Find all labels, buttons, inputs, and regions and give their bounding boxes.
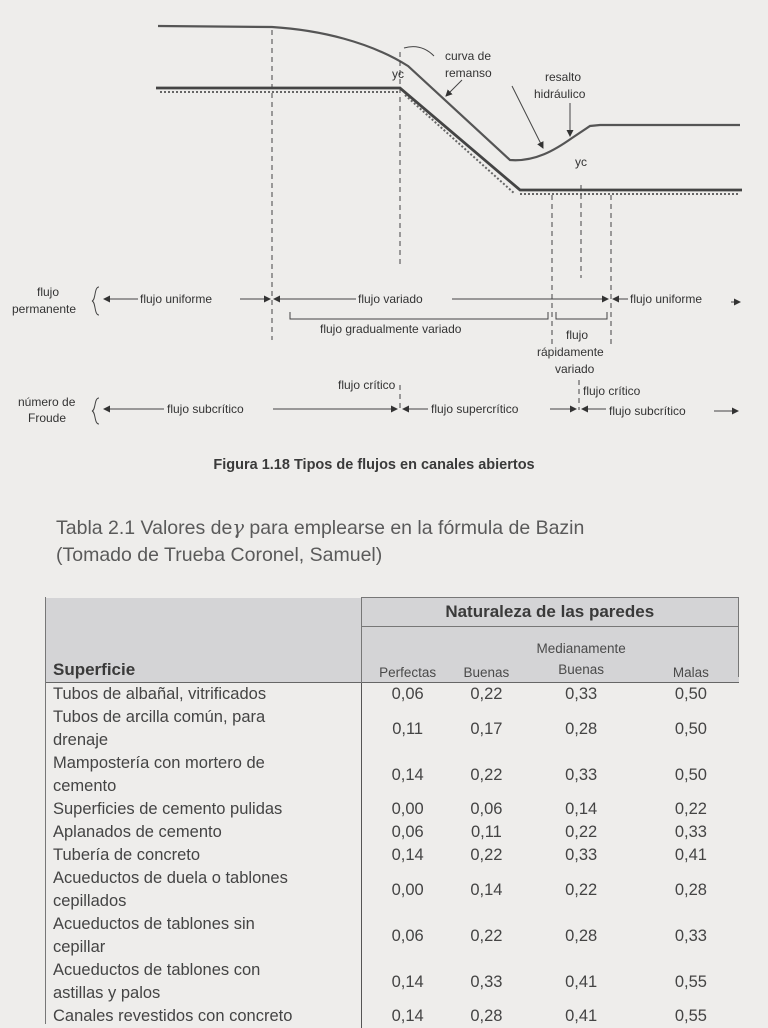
label-flujo-supercritico: flujo supercrítico xyxy=(431,402,519,416)
value-medianamente-buenas: 0,14 xyxy=(519,798,643,821)
value-malas: 0,22 xyxy=(643,798,738,821)
surface-line-2: astillas y palos xyxy=(53,984,160,1002)
label-flujo-uniforme-2: flujo uniforme xyxy=(630,292,702,306)
value-medianamente-buenas: 0,33 xyxy=(519,683,643,707)
surface-line-1: Tubos de arcilla común, para xyxy=(53,708,265,726)
table-subtitle: (Tomado de Trueba Coronel, Samuel) xyxy=(56,542,584,569)
header-superficie: Superficie xyxy=(45,627,361,683)
open-channel-flow-diagram xyxy=(0,0,768,480)
value-buenas: 0,22 xyxy=(454,844,519,867)
value-buenas: 0,06 xyxy=(454,798,519,821)
bed-hatching xyxy=(160,92,740,194)
figure-caption: Figura 1.18 Tipos de flujos en canales abiertos xyxy=(0,457,748,473)
value-malas: 0,50 xyxy=(643,706,738,752)
table-row xyxy=(45,867,739,913)
surface-line-1: Mampostería con mortero de xyxy=(53,754,265,772)
value-medianamente-buenas: 0,33 xyxy=(519,844,643,867)
row-surface xyxy=(45,913,361,959)
gamma-symbol: γ xyxy=(232,516,244,539)
row-surface xyxy=(45,1005,361,1028)
value-malas: 0,55 xyxy=(643,959,738,1005)
value-perfectas: 0,00 xyxy=(361,798,454,821)
value-malas: 0,55 xyxy=(643,1005,738,1028)
bracket-gradual xyxy=(290,312,548,319)
header-buenas-2: Buenas xyxy=(558,662,604,677)
header-blank xyxy=(45,598,361,627)
label-flujo-critico-2: flujo crítico xyxy=(583,384,641,398)
table-title-prefix: Tabla 2.1 Valores de xyxy=(56,517,232,539)
table-row xyxy=(45,752,739,798)
value-malas: 0,28 xyxy=(643,867,738,913)
header-medianamente-buenas xyxy=(519,627,643,683)
value-perfectas: 0,14 xyxy=(361,959,454,1005)
label-remanso: remanso xyxy=(445,66,492,80)
value-buenas: 0,28 xyxy=(454,1005,519,1028)
remanso-leader xyxy=(446,80,462,96)
label-permanente: permanente xyxy=(12,302,76,316)
curva-leader xyxy=(404,47,434,56)
surface-line-2: cemento xyxy=(53,777,116,795)
label-flujo-uniforme-1: flujo uniforme xyxy=(140,292,212,306)
table-row xyxy=(45,706,739,752)
header-buenas: Buenas xyxy=(454,627,519,683)
table-row xyxy=(45,683,739,707)
row-surface xyxy=(45,683,361,707)
surface-line-2: drenaje xyxy=(53,731,108,749)
surface-line-1: Aplanados de cemento xyxy=(53,823,222,841)
surface-line-1: Acueductos de tablones sin xyxy=(53,915,255,933)
row-surface xyxy=(45,752,361,798)
header-medianamente: Medianamente xyxy=(536,641,625,656)
value-perfectas: 0,06 xyxy=(361,913,454,959)
surface-line-1: Canales revestidos con concreto xyxy=(53,1007,292,1025)
value-perfectas: 0,14 xyxy=(361,844,454,867)
row-surface xyxy=(45,959,361,1005)
value-perfectas: 0,14 xyxy=(361,1005,454,1028)
row-surface xyxy=(45,798,361,821)
value-buenas: 0,11 xyxy=(454,821,519,844)
label-froude: Froude xyxy=(28,411,66,425)
value-perfectas: 0,06 xyxy=(361,683,454,707)
label-flujo-2: flujo xyxy=(566,328,588,342)
surface-line-1: Tubería de concreto xyxy=(53,846,200,864)
label-variado: variado xyxy=(555,362,595,376)
value-perfectas: 0,00 xyxy=(361,867,454,913)
value-buenas: 0,17 xyxy=(454,706,519,752)
label-flujo: flujo xyxy=(37,285,59,299)
table-row xyxy=(45,821,739,844)
bazin-gamma-table xyxy=(45,597,739,1028)
table-title-suffix: para emplearse en la fórmula de Bazin xyxy=(244,517,584,539)
surface-line-1: Tubos de albañal, vitrificados xyxy=(53,685,266,703)
label-curva-de: curva de xyxy=(445,49,491,63)
row-surface xyxy=(45,821,361,844)
value-medianamente-buenas: 0,28 xyxy=(519,913,643,959)
table-frame-left xyxy=(45,597,46,1024)
label-flujo-gradual: flujo gradualmente variado xyxy=(320,322,462,336)
value-buenas: 0,22 xyxy=(454,683,519,707)
label-resalto: resalto xyxy=(545,70,581,84)
table-row xyxy=(45,844,739,867)
value-buenas: 0,22 xyxy=(454,913,519,959)
value-medianamente-buenas: 0,41 xyxy=(519,959,643,1005)
value-medianamente-buenas: 0,41 xyxy=(519,1005,643,1028)
value-medianamente-buenas: 0,22 xyxy=(519,821,643,844)
table-row xyxy=(45,798,739,821)
label-flujo-subcritico-1: flujo subcrítico xyxy=(167,402,244,416)
bracket-rapido xyxy=(556,312,607,319)
table-row xyxy=(45,1005,739,1028)
surface-line-1: Superficies de cemento pulidas xyxy=(53,800,282,818)
value-buenas: 0,22 xyxy=(454,752,519,798)
value-perfectas: 0,14 xyxy=(361,752,454,798)
value-medianamente-buenas: 0,22 xyxy=(519,867,643,913)
label-flujo-subcritico-2: flujo subcrítico xyxy=(609,404,686,418)
header-naturaleza: Naturaleza de las paredes xyxy=(361,598,739,627)
surface-line-1: Acueductos de tablones con xyxy=(53,961,260,979)
value-malas: 0,33 xyxy=(643,913,738,959)
value-malas: 0,41 xyxy=(643,844,738,867)
table-title xyxy=(56,514,584,569)
value-malas: 0,50 xyxy=(643,752,738,798)
row-surface xyxy=(45,867,361,913)
value-medianamente-buenas: 0,28 xyxy=(519,706,643,752)
brace-permanente xyxy=(92,287,99,315)
row-surface xyxy=(45,706,361,752)
table-row xyxy=(45,913,739,959)
label-hidraulico: hidráulico xyxy=(534,87,586,101)
value-malas: 0,50 xyxy=(643,683,738,707)
value-malas: 0,33 xyxy=(643,821,738,844)
table-body xyxy=(45,683,739,1028)
label-yc-1: yc xyxy=(392,67,404,81)
table-frame-right xyxy=(738,597,739,677)
value-buenas: 0,14 xyxy=(454,867,519,913)
value-buenas: 0,33 xyxy=(454,959,519,1005)
value-perfectas: 0,06 xyxy=(361,821,454,844)
label-flujo-critico-1: flujo crítico xyxy=(338,378,396,392)
table-row xyxy=(45,959,739,1005)
header-perfectas: Perfectas xyxy=(361,627,454,683)
value-medianamente-buenas: 0,33 xyxy=(519,752,643,798)
label-yc-2: yc xyxy=(575,155,587,169)
value-perfectas: 0,11 xyxy=(361,706,454,752)
header-malas: Malas xyxy=(643,627,738,683)
label-rapidamente: rápidamente xyxy=(537,345,604,359)
surface-line-2: cepillados xyxy=(53,892,126,910)
surface-line-2: cepillar xyxy=(53,938,105,956)
label-numero-de: número de xyxy=(18,395,76,409)
surface-line-1: Acueductos de duela o tablones xyxy=(53,869,288,887)
row-surface xyxy=(45,844,361,867)
label-flujo-variado: flujo variado xyxy=(358,292,423,306)
brace-froude xyxy=(92,398,99,424)
